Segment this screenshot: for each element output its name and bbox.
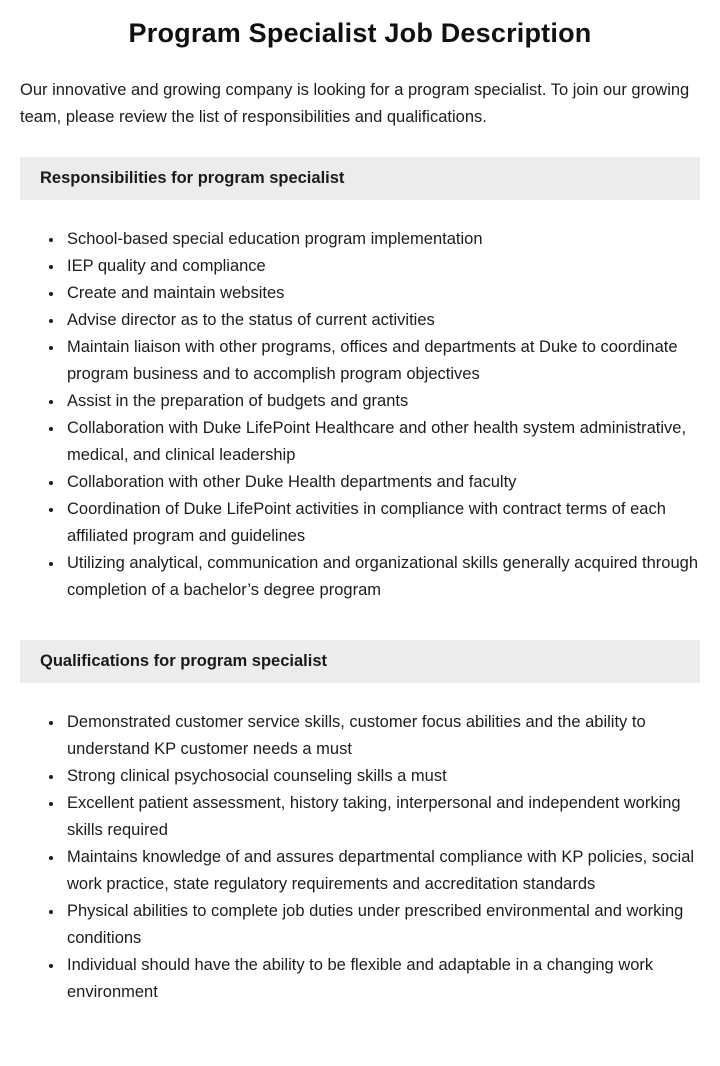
list-item: • Individual should have the ability to be flexible and adaptable in a changing work environment — [64, 952, 700, 1006]
list-item: • Strong clinical psychosocial counseling skills a must — [64, 763, 700, 790]
list-item: • Physical abilities to complete job duties under prescribed environmental and working conditions — [64, 898, 700, 952]
sections-container — [20, 157, 700, 1006]
list-item: • Demonstrated customer service skills, customer focus abilities and the ability to understand KP customer needs a must — [64, 709, 700, 763]
list-item: • Assist in the preparation of budgets and grants — [64, 388, 700, 415]
intro-paragraph: Our innovative and growing company is looking for a program specialist. To join our growing team, please review the list of responsibilities and qualifications. — [20, 81, 690, 126]
list-item: • Excellent patient assessment, history taking, interpersonal and independent working skills required — [64, 790, 700, 844]
list-item: • IEP quality and compliance — [64, 253, 700, 280]
list-item: • Coordination of Duke LifePoint activities in compliance with contract terms of each affiliated program and guidelines — [64, 496, 700, 550]
list-item: • Advise director as to the status of current activities — [64, 307, 700, 334]
list-item: • Collaboration with other Duke Health departments and faculty — [64, 469, 700, 496]
section-header-0: Responsibilities for program specialist — [20, 157, 700, 200]
bullet-list-1 — [20, 709, 700, 1006]
list-item: • Maintain liaison with other programs, offices and departments at Duke to coordinate program business and to accomplish program objectives — [64, 334, 700, 388]
section-header-1: Qualifications for program specialist — [20, 640, 700, 683]
page-title: Program Specialist Job Description — [128, 18, 592, 48]
list-item: • School-based special education program implementation — [64, 226, 700, 253]
list-item: • Maintains knowledge of and assures departmental compliance with KP policies, social work practice, state regulatory requirements and accreditation standards — [64, 844, 700, 898]
list-item: • Collaboration with Duke LifePoint Healthcare and other health system administrative, medical, and clinical leadership — [64, 415, 700, 469]
bullet-list-0 — [20, 226, 700, 604]
list-item: • Utilizing analytical, communication and organizational skills generally acquired through completion of a bachelor’s degree program — [64, 550, 700, 604]
list-item: • Create and maintain websites — [64, 280, 700, 307]
